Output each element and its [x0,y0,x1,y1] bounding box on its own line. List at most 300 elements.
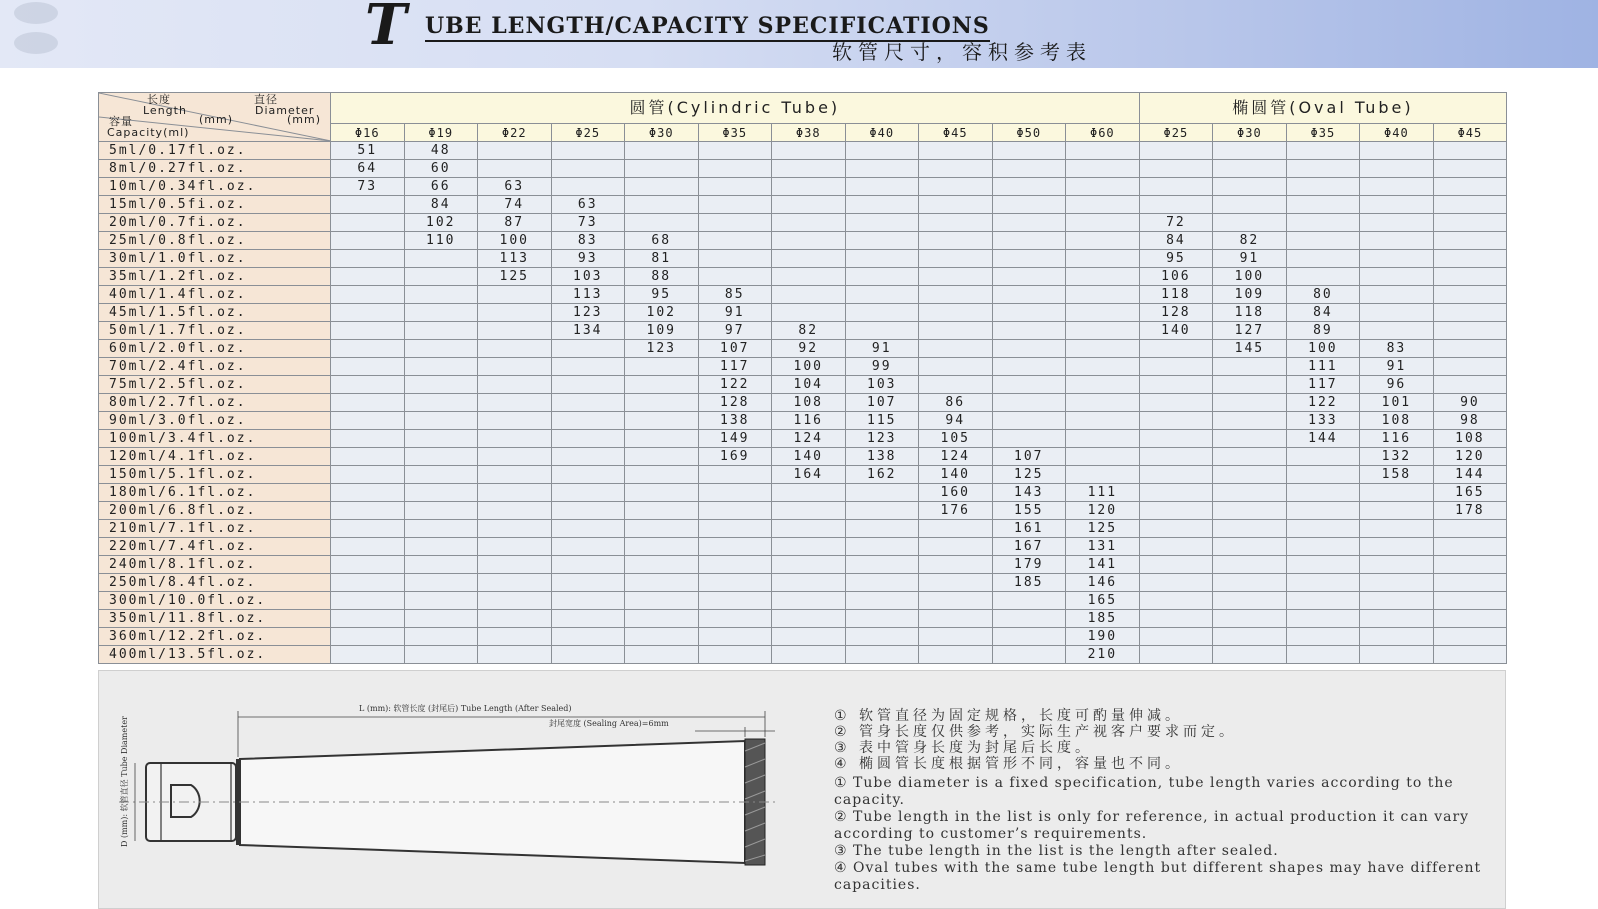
capacity-label: 75ml/2.5fl.oz. [99,376,331,394]
corner-length-unit: (mm) [199,113,234,126]
length-cell [1360,142,1434,160]
length-cell: 123 [551,304,625,322]
length-cell: 138 [698,412,772,430]
length-cell [1286,466,1360,484]
length-cell [625,556,699,574]
length-cell [478,322,552,340]
length-cell [1286,268,1360,286]
length-cell [551,484,625,502]
length-cell: 108 [772,394,846,412]
length-cell: 134 [551,322,625,340]
length-cell: 141 [1066,556,1140,574]
length-cell [1139,376,1213,394]
tube-body-shape [240,741,745,863]
length-cell [331,412,405,430]
length-cell [331,448,405,466]
length-cell [1213,448,1287,466]
length-cell [1360,520,1434,538]
length-cell [551,340,625,358]
length-cell [331,394,405,412]
length-cell [1433,178,1507,196]
length-cell [331,214,405,232]
note-zh-3: ③ 表中管身长度为封尾后长度。 [834,740,1094,756]
capacity-label: 45ml/1.5fl.oz. [99,304,331,322]
note-zh-2: ② 管身长度仅供参考，实际生产视客户要求而定。 [834,724,1237,740]
length-cell [772,592,846,610]
length-cell: 68 [625,232,699,250]
length-cell [845,538,919,556]
note-zh-1: ① 软管直径为固定规格，长度可酌量伸减。 [834,708,1183,724]
length-cell [478,520,552,538]
length-cell [1433,232,1507,250]
length-cell [1286,520,1360,538]
length-cell [1360,196,1434,214]
length-cell: 140 [1139,322,1213,340]
length-cell [404,466,478,484]
length-cell: 120 [1066,502,1140,520]
length-cell [551,628,625,646]
diameter-header-cylindric: Φ50 [992,124,1066,142]
table-row [99,484,1507,502]
length-cell [625,394,699,412]
length-cell: 113 [551,286,625,304]
length-cell [1066,142,1140,160]
length-cell [1360,268,1434,286]
length-cell [331,610,405,628]
length-cell [919,178,993,196]
length-cell: 90 [1433,394,1507,412]
length-cell: 128 [1139,304,1213,322]
capacity-label: 8ml/0.27fl.oz. [99,160,331,178]
length-cell [1286,214,1360,232]
length-cell [625,484,699,502]
length-cell: 108 [1360,412,1434,430]
length-cell: 167 [992,538,1066,556]
length-cell [1213,466,1287,484]
length-cell [1213,430,1287,448]
length-cell [919,232,993,250]
length-cell: 178 [1433,502,1507,520]
length-cell [1139,628,1213,646]
length-cell [1433,574,1507,592]
length-cell [992,340,1066,358]
length-cell [478,286,552,304]
length-cell: 140 [919,466,993,484]
length-cell [551,610,625,628]
length-cell [992,592,1066,610]
length-cell: 100 [478,232,552,250]
length-cell [1139,340,1213,358]
length-cell: 123 [845,430,919,448]
length-cell [698,592,772,610]
length-cell [919,610,993,628]
length-cell [478,340,552,358]
length-cell [331,538,405,556]
diameter-header-oval: Φ45 [1433,124,1507,142]
length-cell [625,214,699,232]
length-cell [551,520,625,538]
length-cell [1139,484,1213,502]
length-cell [919,358,993,376]
diameter-header-oval: Φ30 [1213,124,1287,142]
diameter-header-cylindric: Φ45 [919,124,993,142]
length-cell: 118 [1213,304,1287,322]
length-cell: 94 [919,412,993,430]
diameter-header-cylindric: Φ38 [772,124,846,142]
decorative-dot [14,2,58,24]
length-cell [331,340,405,358]
length-cell [772,178,846,196]
length-cell [1433,196,1507,214]
corner-length-zh: 长度 [147,93,171,106]
length-cell [331,466,405,484]
length-cell [1139,502,1213,520]
capacity-label: 120ml/4.1fl.oz. [99,448,331,466]
length-cell [919,268,993,286]
length-cell [1213,610,1287,628]
length-cell: 117 [698,358,772,376]
length-cell [698,610,772,628]
length-cell: 84 [1286,304,1360,322]
length-cell: 176 [919,502,993,520]
length-cell [1213,556,1287,574]
length-cell [1139,160,1213,178]
corner-capacity-zh: 容量 [109,115,133,128]
length-cell: 103 [845,376,919,394]
length-cell [331,358,405,376]
length-cell [331,250,405,268]
length-cell [1286,160,1360,178]
length-cell [772,214,846,232]
length-cell [1360,214,1434,232]
length-cell [1139,592,1213,610]
length-cell [992,286,1066,304]
length-cell [845,646,919,664]
length-cell [919,574,993,592]
length-cell [478,556,552,574]
length-cell [1066,268,1140,286]
length-cell: 120 [1433,448,1507,466]
length-cell [625,358,699,376]
diameter-header-cylindric: Φ60 [1066,124,1140,142]
length-cell [698,268,772,286]
length-cell [331,304,405,322]
length-cell [1066,466,1140,484]
length-cell [772,574,846,592]
length-cell [919,214,993,232]
length-cell [551,502,625,520]
length-cell [772,556,846,574]
capacity-label: 25ml/0.8fl.oz. [99,232,331,250]
length-cell [331,502,405,520]
length-cell [404,322,478,340]
length-cell: 72 [1139,214,1213,232]
length-cell: 127 [1213,322,1287,340]
length-cell [1066,178,1140,196]
length-cell [1433,322,1507,340]
length-cell [992,214,1066,232]
length-cell: 85 [698,286,772,304]
length-cell [992,376,1066,394]
length-cell [625,592,699,610]
length-cell [1433,304,1507,322]
header-banner [0,0,1598,68]
length-cell [772,520,846,538]
length-cell [404,268,478,286]
length-cell [845,142,919,160]
length-cell: 87 [478,214,552,232]
corner-length-en: Length [143,104,187,117]
length-cell [404,430,478,448]
length-cell: 101 [1360,394,1434,412]
table-row [99,322,1507,340]
length-cell [478,466,552,484]
length-cell [698,484,772,502]
length-cell [1433,592,1507,610]
capacity-label: 100ml/3.4fl.oz. [99,430,331,448]
length-cell: 84 [1139,232,1213,250]
length-cell [1360,322,1434,340]
length-cell: 115 [845,412,919,430]
length-cell [551,466,625,484]
length-cell [1286,448,1360,466]
length-cell [1286,556,1360,574]
length-cell [1213,520,1287,538]
length-cell [772,196,846,214]
table-row [99,646,1507,664]
length-cell [1360,304,1434,322]
length-cell [845,268,919,286]
length-cell: 106 [1139,268,1213,286]
length-cell [1433,538,1507,556]
length-cell: 122 [1286,394,1360,412]
length-cell [404,556,478,574]
length-cell [772,502,846,520]
spec-table [98,92,1507,664]
table-row [99,250,1507,268]
length-cell [1066,340,1140,358]
capacity-label: 90ml/3.0fl.oz. [99,412,331,430]
length-cell [772,646,846,664]
length-cell [919,304,993,322]
length-cell: 164 [772,466,846,484]
length-cell [845,322,919,340]
length-cell [1286,178,1360,196]
length-cell: 138 [845,448,919,466]
length-cell [1433,214,1507,232]
diameter-header-cylindric: Φ19 [404,124,478,142]
length-cell [625,430,699,448]
length-cell: 64 [331,160,405,178]
length-cell [992,628,1066,646]
length-cell [404,358,478,376]
length-cell [404,610,478,628]
length-cell [772,286,846,304]
length-cell: 131 [1066,538,1140,556]
length-cell: 143 [992,484,1066,502]
length-cell [1286,142,1360,160]
note-en-4: ④ Oval tubes with the same tube length but different shapes may have different capacities. [834,860,1482,893]
length-cell [404,628,478,646]
length-cell [625,520,699,538]
capacity-label: 40ml/1.4fl.oz. [99,286,331,304]
capacity-label: 15ml/0.5fi.oz. [99,196,331,214]
length-cell [1213,214,1287,232]
length-cell [1066,322,1140,340]
length-cell [1213,142,1287,160]
length-cell [698,646,772,664]
sealing-dimension-label: 封尾宽度 (Sealing Area)=6mm [549,719,669,728]
diameter-header-cylindric: Φ25 [551,124,625,142]
length-cell: 111 [1066,484,1140,502]
length-cell [698,466,772,484]
length-cell [625,448,699,466]
length-cell [919,628,993,646]
length-cell: 118 [1139,286,1213,304]
length-cell: 108 [1433,430,1507,448]
length-cell [1286,250,1360,268]
length-cell [331,520,405,538]
length-cell: 88 [625,268,699,286]
corner-diameter-unit: (mm) [287,113,322,126]
table-row [99,340,1507,358]
length-cell: 110 [404,232,478,250]
length-cell [772,268,846,286]
diameter-header-cylindric: Φ40 [845,124,919,142]
length-cell [551,358,625,376]
capacity-label: 360ml/12.2fl.oz. [99,628,331,646]
length-cell [1139,142,1213,160]
table-row [99,430,1507,448]
length-cell [1433,160,1507,178]
length-cell [698,574,772,592]
note-en-3: ③ The tube length in the list is the length after sealed. [834,843,1279,859]
length-cell [919,160,993,178]
length-cell: 144 [1433,466,1507,484]
capacity-label: 5ml/0.17fl.oz. [99,142,331,160]
length-cell [919,556,993,574]
length-cell [551,160,625,178]
capacity-label: 200ml/6.8fl.oz. [99,502,331,520]
length-cell [1213,574,1287,592]
length-cell [1360,160,1434,178]
capacity-label: 210ml/7.1fl.oz. [99,520,331,538]
table-row [99,466,1507,484]
length-cell [698,214,772,232]
capacity-label: 250ml/8.4fl.oz. [99,574,331,592]
length-cell [845,304,919,322]
length-cell [331,628,405,646]
length-cell [845,178,919,196]
length-cell [919,286,993,304]
length-cell [845,250,919,268]
length-cell: 116 [1360,430,1434,448]
length-cell [1066,412,1140,430]
length-cell [772,610,846,628]
length-cell [1066,286,1140,304]
length-cell [845,160,919,178]
length-cell [331,268,405,286]
length-cell [1286,232,1360,250]
length-cell [331,592,405,610]
length-cell [845,232,919,250]
length-cell [551,574,625,592]
length-cell: 160 [919,484,993,502]
length-cell: 165 [1433,484,1507,502]
length-cell [551,448,625,466]
length-cell [551,142,625,160]
length-cell: 89 [1286,322,1360,340]
length-cell [1286,502,1360,520]
table-corner-header [99,93,331,142]
length-cell: 185 [1066,610,1140,628]
length-cell [1433,250,1507,268]
length-cell [919,520,993,538]
length-cell: 116 [772,412,846,430]
length-cell [1213,394,1287,412]
length-cell [919,592,993,610]
length-cell: 82 [1213,232,1287,250]
length-cell [992,268,1066,286]
length-cell [1213,160,1287,178]
length-cell [1360,484,1434,502]
length-cell [1433,610,1507,628]
length-cell [1066,448,1140,466]
length-cell [1066,304,1140,322]
length-cell [625,646,699,664]
length-cell: 107 [845,394,919,412]
length-cell: 74 [478,196,552,214]
length-cell: 73 [551,214,625,232]
length-cell: 91 [698,304,772,322]
capacity-label: 35ml/1.2fl.oz. [99,268,331,286]
table-row [99,502,1507,520]
length-cell: 140 [772,448,846,466]
length-cell: 155 [992,502,1066,520]
length-cell [404,448,478,466]
length-cell [1066,376,1140,394]
capacity-label: 150ml/5.1fl.oz. [99,466,331,484]
length-cell [1433,376,1507,394]
capacity-label: 30ml/1.0fl.oz. [99,250,331,268]
length-cell [1433,340,1507,358]
length-cell: 124 [919,448,993,466]
length-cell [1213,628,1287,646]
length-cell [1360,646,1434,664]
length-cell [1286,574,1360,592]
table-row [99,448,1507,466]
length-cell [404,286,478,304]
length-cell [1286,610,1360,628]
length-cell [1066,160,1140,178]
length-cell [404,592,478,610]
length-cell: 124 [772,430,846,448]
length-cell [1139,394,1213,412]
length-cell [625,142,699,160]
length-cell: 128 [698,394,772,412]
length-cell [1433,286,1507,304]
length-cell [1066,358,1140,376]
length-cell [404,304,478,322]
table-row [99,628,1507,646]
length-cell [1066,196,1140,214]
length-cell [404,502,478,520]
length-cell [404,340,478,358]
table-row [99,232,1507,250]
length-cell: 100 [772,358,846,376]
length-cell [478,448,552,466]
length-cell [331,196,405,214]
